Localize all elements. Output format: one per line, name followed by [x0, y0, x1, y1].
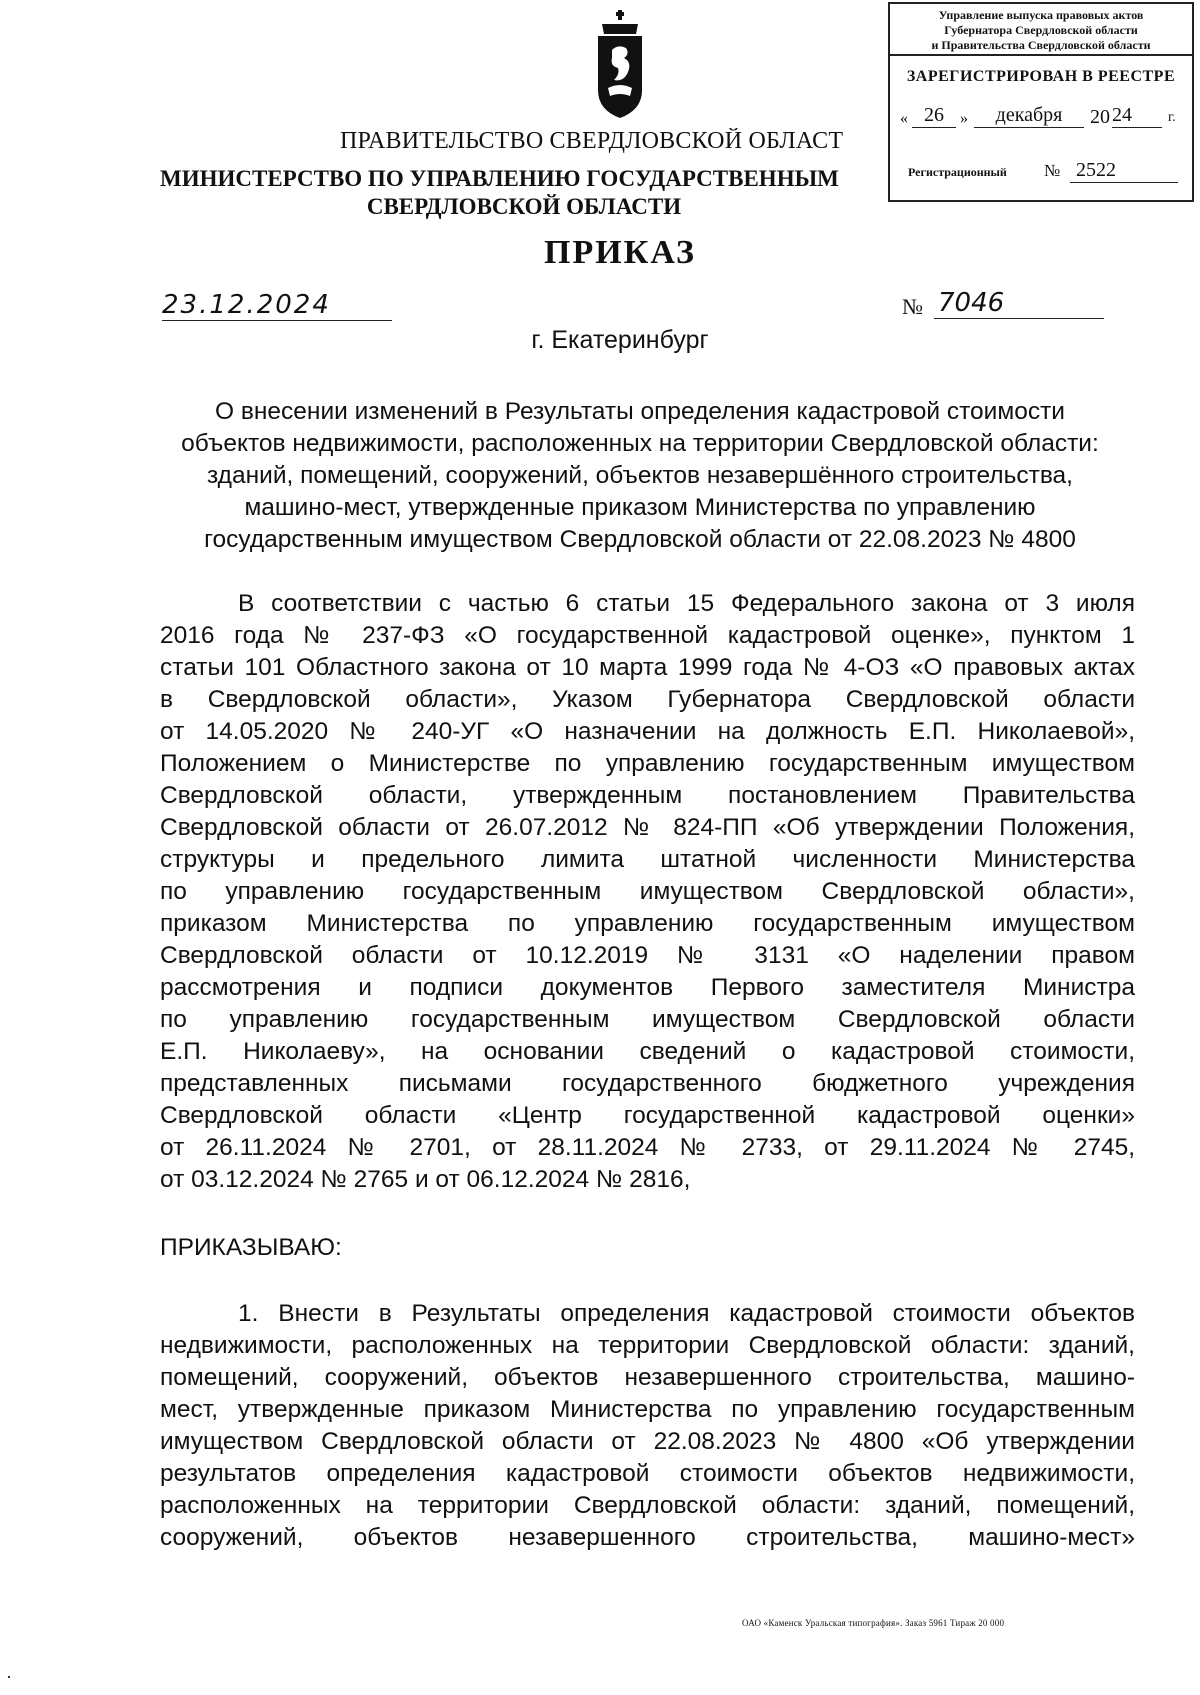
stamp-header-line: Губернатора Свердловской области: [944, 23, 1138, 37]
printer-footer: ОАО «Каменск Уральская типография». Заказ 5961 Тираж 20 000: [742, 1618, 1005, 1628]
body-line: приказом Министерства по управлению государственным имуществом: [160, 910, 1135, 937]
coat-of-arms-icon: [588, 10, 652, 120]
body-line: представленных письмами государственного бюджетного учреждения: [160, 1070, 1135, 1097]
number-label: №: [902, 294, 923, 319]
handwritten-number: 7046: [934, 288, 1104, 319]
stamp-quote-close: »: [960, 110, 968, 127]
stamp-date: [900, 104, 1190, 134]
stamp-day: 26: [912, 104, 956, 128]
subject-line: О внесении изменений в Результаты определения кадастровой стоимости: [215, 398, 1065, 425]
body-line: Свердловской области от 26.07.2012 № 824-ПП «Об утверждении Положения,: [160, 814, 1135, 841]
subject-line: объектов недвижимости, расположенных на территории Свердловской области:: [181, 430, 1099, 457]
point-line: расположенных на территории Свердловской области: зданий, помещений,: [160, 1492, 1135, 1519]
order-word: ПРИКАЗЫВАЮ:: [160, 1234, 342, 1261]
stamp-year-suffix: 24: [1112, 104, 1162, 128]
stamp-year-mark: г.: [1168, 110, 1176, 125]
point-line: результатов определения кадастровой стоимости объектов недвижимости,: [160, 1460, 1135, 1487]
body-line: 2016 года № 237-ФЗ «О государственной кадастровой оценке», пунктом 1: [160, 622, 1135, 649]
handwritten-date: 23.12.2024: [162, 290, 392, 321]
stamp-header-line: и Правительства Свердловской области: [931, 38, 1151, 52]
stamp-regnum-value: 2522: [1070, 159, 1178, 183]
body-line: Свердловской области «Центр государственной кадастровой оценки»: [160, 1102, 1135, 1129]
body-line: рассмотрения и подписи документов Первого заместителя Министра: [160, 974, 1135, 1001]
point-line: помещений, сооружений, объектов незавершенного строительства, машино-: [160, 1364, 1135, 1391]
subject-line: государственным имуществом Свердловской области от 22.08.2023 № 4800: [204, 526, 1076, 553]
body-line: по управлению государственным имуществом Свердловской области: [160, 1006, 1135, 1033]
stamp-header: [890, 4, 1192, 56]
body-line: Положением о Министерстве по управлению государственным имуществом: [160, 750, 1135, 777]
city-line: г. Екатеринбург: [531, 326, 709, 354]
stamp-header-line: Управление выпуска правовых актов: [938, 8, 1144, 22]
point-line: сооружений, объектов незавершенного строительства, машино-мест»: [160, 1524, 1135, 1551]
stamp-regnum: [900, 159, 1190, 187]
point-line: мест, утвержденные приказом Министерства по управлению государственным: [160, 1396, 1135, 1423]
stamp-quote-open: «: [900, 110, 908, 127]
stamp-regnum-label: Регистрационный: [908, 165, 1007, 179]
body-line: Е.П. Николаеву», на основании сведений о кадастровой стоимости,: [160, 1038, 1135, 1065]
body-line: структуры и предельного лимита штатной численности Министерства: [160, 846, 1135, 873]
body-line: по управлению государственным имуществом Свердловской области»,: [160, 878, 1135, 905]
ministry-name: МИНИСТЕРСТВО ПО УПРАВЛЕНИЮ ГОСУДАРСТВЕННЫМ: [160, 166, 839, 191]
subject-line: машино-мест, утвержденные приказом Министерства по управлению: [244, 494, 1036, 521]
stamp-registered-text: ЗАРЕГИСТРИРОВАН В РЕЕСТРЕ: [906, 68, 1176, 85]
body-line: от 03.12.2024 № 2765 и от 06.12.2024 № 2816,: [160, 1166, 691, 1193]
body-line: Свердловской области, утвержденным постановлением Правительства: [160, 782, 1135, 809]
body-line: от 26.11.2024 № 2701, от 28.11.2024 № 2733, от 29.11.2024 № 2745,: [160, 1134, 1135, 1161]
point-line: недвижимости, расположенных на территории Свердловской области: зданий,: [160, 1332, 1135, 1359]
point-line: 1. Внести в Результаты определения кадастровой стоимости объектов: [238, 1300, 1135, 1327]
stamp-year-prefix: 20: [1090, 106, 1110, 128]
preamble-paragraph: [160, 588, 1135, 1196]
stamp-regnum-sign: №: [1044, 161, 1061, 180]
ministry-region: СВЕРДЛОВСКОЙ ОБЛАСТИ: [366, 194, 682, 219]
body-line: Свердловской области от 10.12.2019 № 3131 «О наделении правом: [160, 942, 1135, 969]
point-line: имуществом Свердловской области от 22.08.2023 № 4800 «Об утверждении: [160, 1428, 1135, 1455]
subject-line: зданий, помещений, сооружений, объектов незавершённого строительства,: [206, 462, 1073, 489]
government-name: ПРАВИТЕЛЬСТВО СВЕРДЛОВСКОЙ ОБЛАСТ: [340, 128, 844, 154]
body-line: статьи 101 Областного закона от 10 марта 1999 года № 4-ОЗ «О правовых актах: [160, 654, 1135, 681]
body-line: в Свердловской области», Указом Губернатора Свердловской области: [160, 686, 1135, 713]
point-1-paragraph: [160, 1298, 1135, 1554]
document-title: ПРИКАЗ: [544, 234, 696, 271]
body-line: В соответствии с частью 6 статьи 15 Федерального закона от 3 июля: [238, 590, 1135, 617]
document-subject: [150, 396, 1130, 556]
body-line: от 14.05.2020 № 240-УГ «О назначении на должность Е.П. Николаевой»,: [160, 718, 1135, 745]
registration-stamp: [888, 2, 1194, 202]
scan-mark: [8, 1676, 10, 1678]
stamp-month: декабря: [974, 104, 1084, 128]
